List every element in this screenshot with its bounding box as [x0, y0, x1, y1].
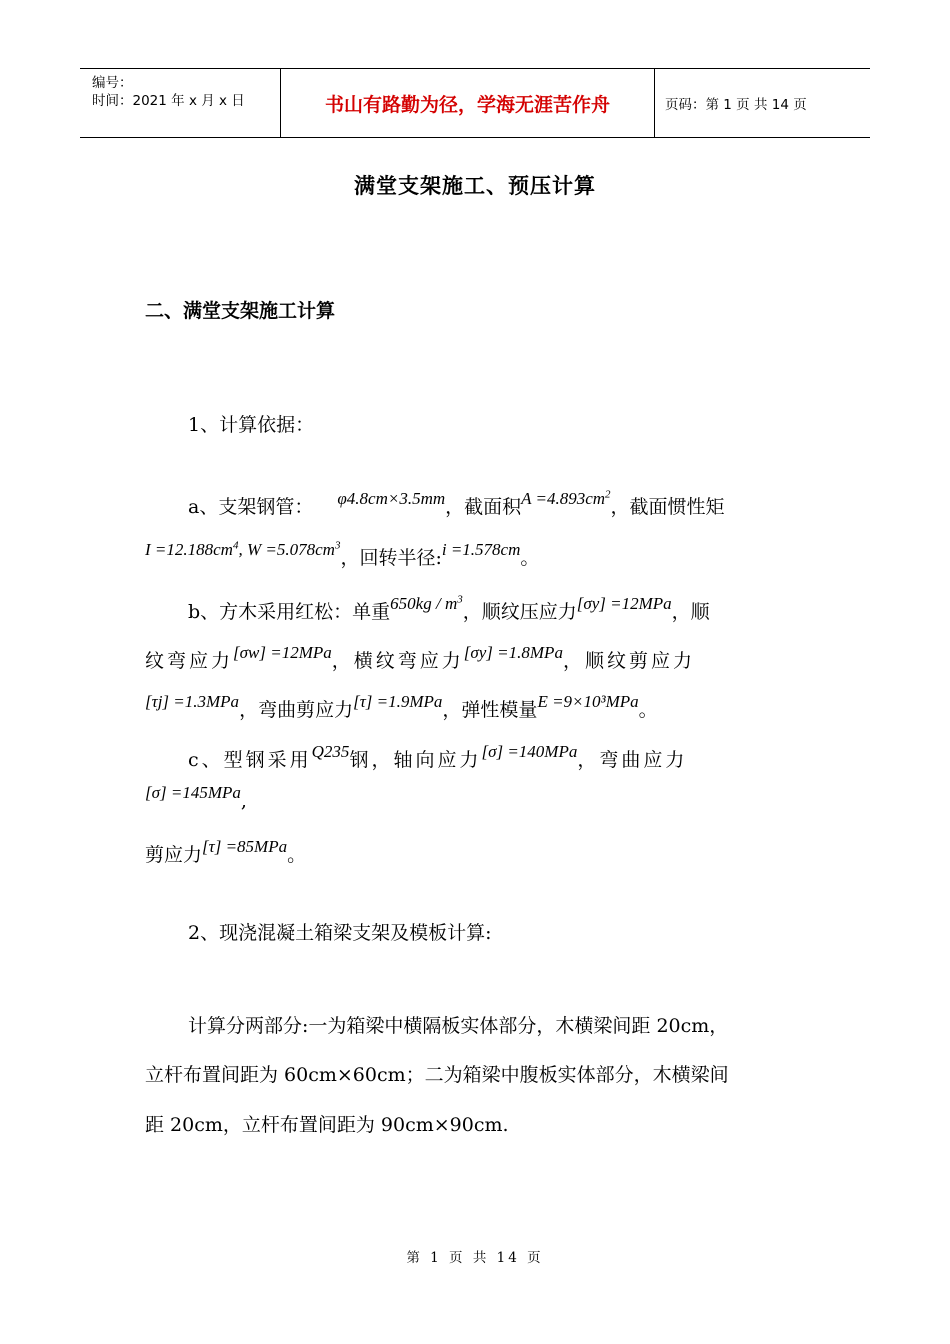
a-end: 。: [520, 547, 540, 569]
a-inertia-label: ，截面惯性矩: [610, 496, 725, 518]
item2-heading: 2、现浇混凝土箱梁支架及模板计算:: [188, 922, 492, 944]
a-area-formula: $A =4.893cm^2$: [521, 488, 611, 508]
paragraph-c-line1: [188, 742, 688, 772]
c-Q-formula: Q235: [311, 742, 350, 761]
b-tau-formula: [τ] =1.9MPa: [353, 692, 443, 711]
b-E-formula: E =9×10³MPa: [537, 692, 639, 711]
b-text-4: ，横纹弯应力: [331, 650, 464, 672]
b-weight-formula: $650kg / m^3$: [390, 593, 463, 613]
b-sy2-formula: [σy] =1.8MPa: [463, 643, 563, 662]
paragraph-a-line2: [145, 539, 540, 570]
b-end: 。: [638, 699, 658, 721]
b-sy-formula: [σy] =12MPa: [576, 594, 672, 613]
b-text-2: ，顺: [671, 601, 710, 623]
a-area-value: A =4.893cm: [521, 489, 606, 508]
a-area-label: ，截面积: [445, 496, 522, 518]
c-text-1: 钢，轴向应力: [349, 749, 482, 771]
a-prefix: a、支架钢管：: [188, 496, 314, 518]
a-W-value: W =5.078cm: [246, 540, 335, 559]
item2-paragraph-line1: 计算分两部分:一为箱梁中横隔板实体部分，木横梁间距 20cm，: [188, 1015, 729, 1037]
header-meta: [80, 69, 280, 137]
b-text-7: ，弹性模量: [442, 699, 538, 721]
b-tj-formula: [τj] =1.3MPa: [145, 692, 240, 711]
date-label: 时间：2021 年 x 月 x 日: [92, 93, 245, 109]
paragraph-c-line3: [145, 837, 307, 867]
document-title: 满堂支架施工、预压计算: [354, 173, 596, 198]
a-I-value: I =12.188cm: [145, 540, 233, 559]
page-footer: 第 1 页 共 14 页: [406, 1250, 544, 1266]
a-pipe-formula: φ4.8cm×3.5mm: [337, 489, 446, 508]
header-motto: 书山有路勤为径，学海无涯苦作舟: [324, 93, 610, 116]
c-s140-formula: [σ] =140MPa: [481, 742, 578, 761]
b-text-5: ，顺纹剪应力: [562, 650, 695, 672]
paragraph-b-line1: [188, 593, 710, 624]
b-text-3: 纹弯应力: [145, 650, 234, 672]
a-radius-label: ，回转半径:: [340, 547, 442, 569]
c-text-2: ，弯曲应力: [577, 749, 688, 771]
a-i-formula: i =1.578cm: [441, 540, 521, 559]
c-prefix: c、型钢采用: [188, 749, 312, 771]
b-text-6: ，弯曲剪应力: [239, 699, 354, 721]
c-s145-formula: [σ] =145MPa: [145, 783, 241, 802]
c-text-4: 剪应力: [145, 844, 203, 866]
c-text-3: ,: [240, 790, 247, 812]
paragraph-b-line3: [145, 692, 658, 722]
c-end: 。: [287, 844, 307, 866]
b-prefix: b、方木采用红松：单重: [188, 601, 391, 623]
number-label: 编号：: [92, 75, 133, 91]
header-page-info: 页码：第 1 页 共 14 页: [665, 97, 807, 113]
document-header: [80, 68, 870, 138]
paragraph-b-line2: [145, 643, 695, 673]
section-heading: 二、满堂支架施工计算: [145, 300, 336, 322]
b-text-1: ，顺纹压应力: [462, 601, 577, 623]
paragraph-c-line2: [145, 783, 247, 812]
a-I-formula: $I =12.188cm^4$, $W =5.078cm^3$: [145, 539, 341, 559]
b-sw-formula: [σw] =12MPa: [233, 643, 332, 662]
c-tau85-formula: [τ] =85MPa: [202, 837, 288, 856]
item2-paragraph-line3: 距 20cm，立杆布置间距为 90cm×90cm.: [145, 1114, 509, 1136]
item2-paragraph-line2: 立杆布置间距为 60cm×60cm；二为箱梁中腹板实体部分，木横梁间: [145, 1064, 729, 1086]
item1-heading: 1、计算依据：: [188, 414, 315, 436]
paragraph-a-line1: [188, 488, 725, 519]
b-weight-value: 650kg / m: [390, 594, 458, 613]
